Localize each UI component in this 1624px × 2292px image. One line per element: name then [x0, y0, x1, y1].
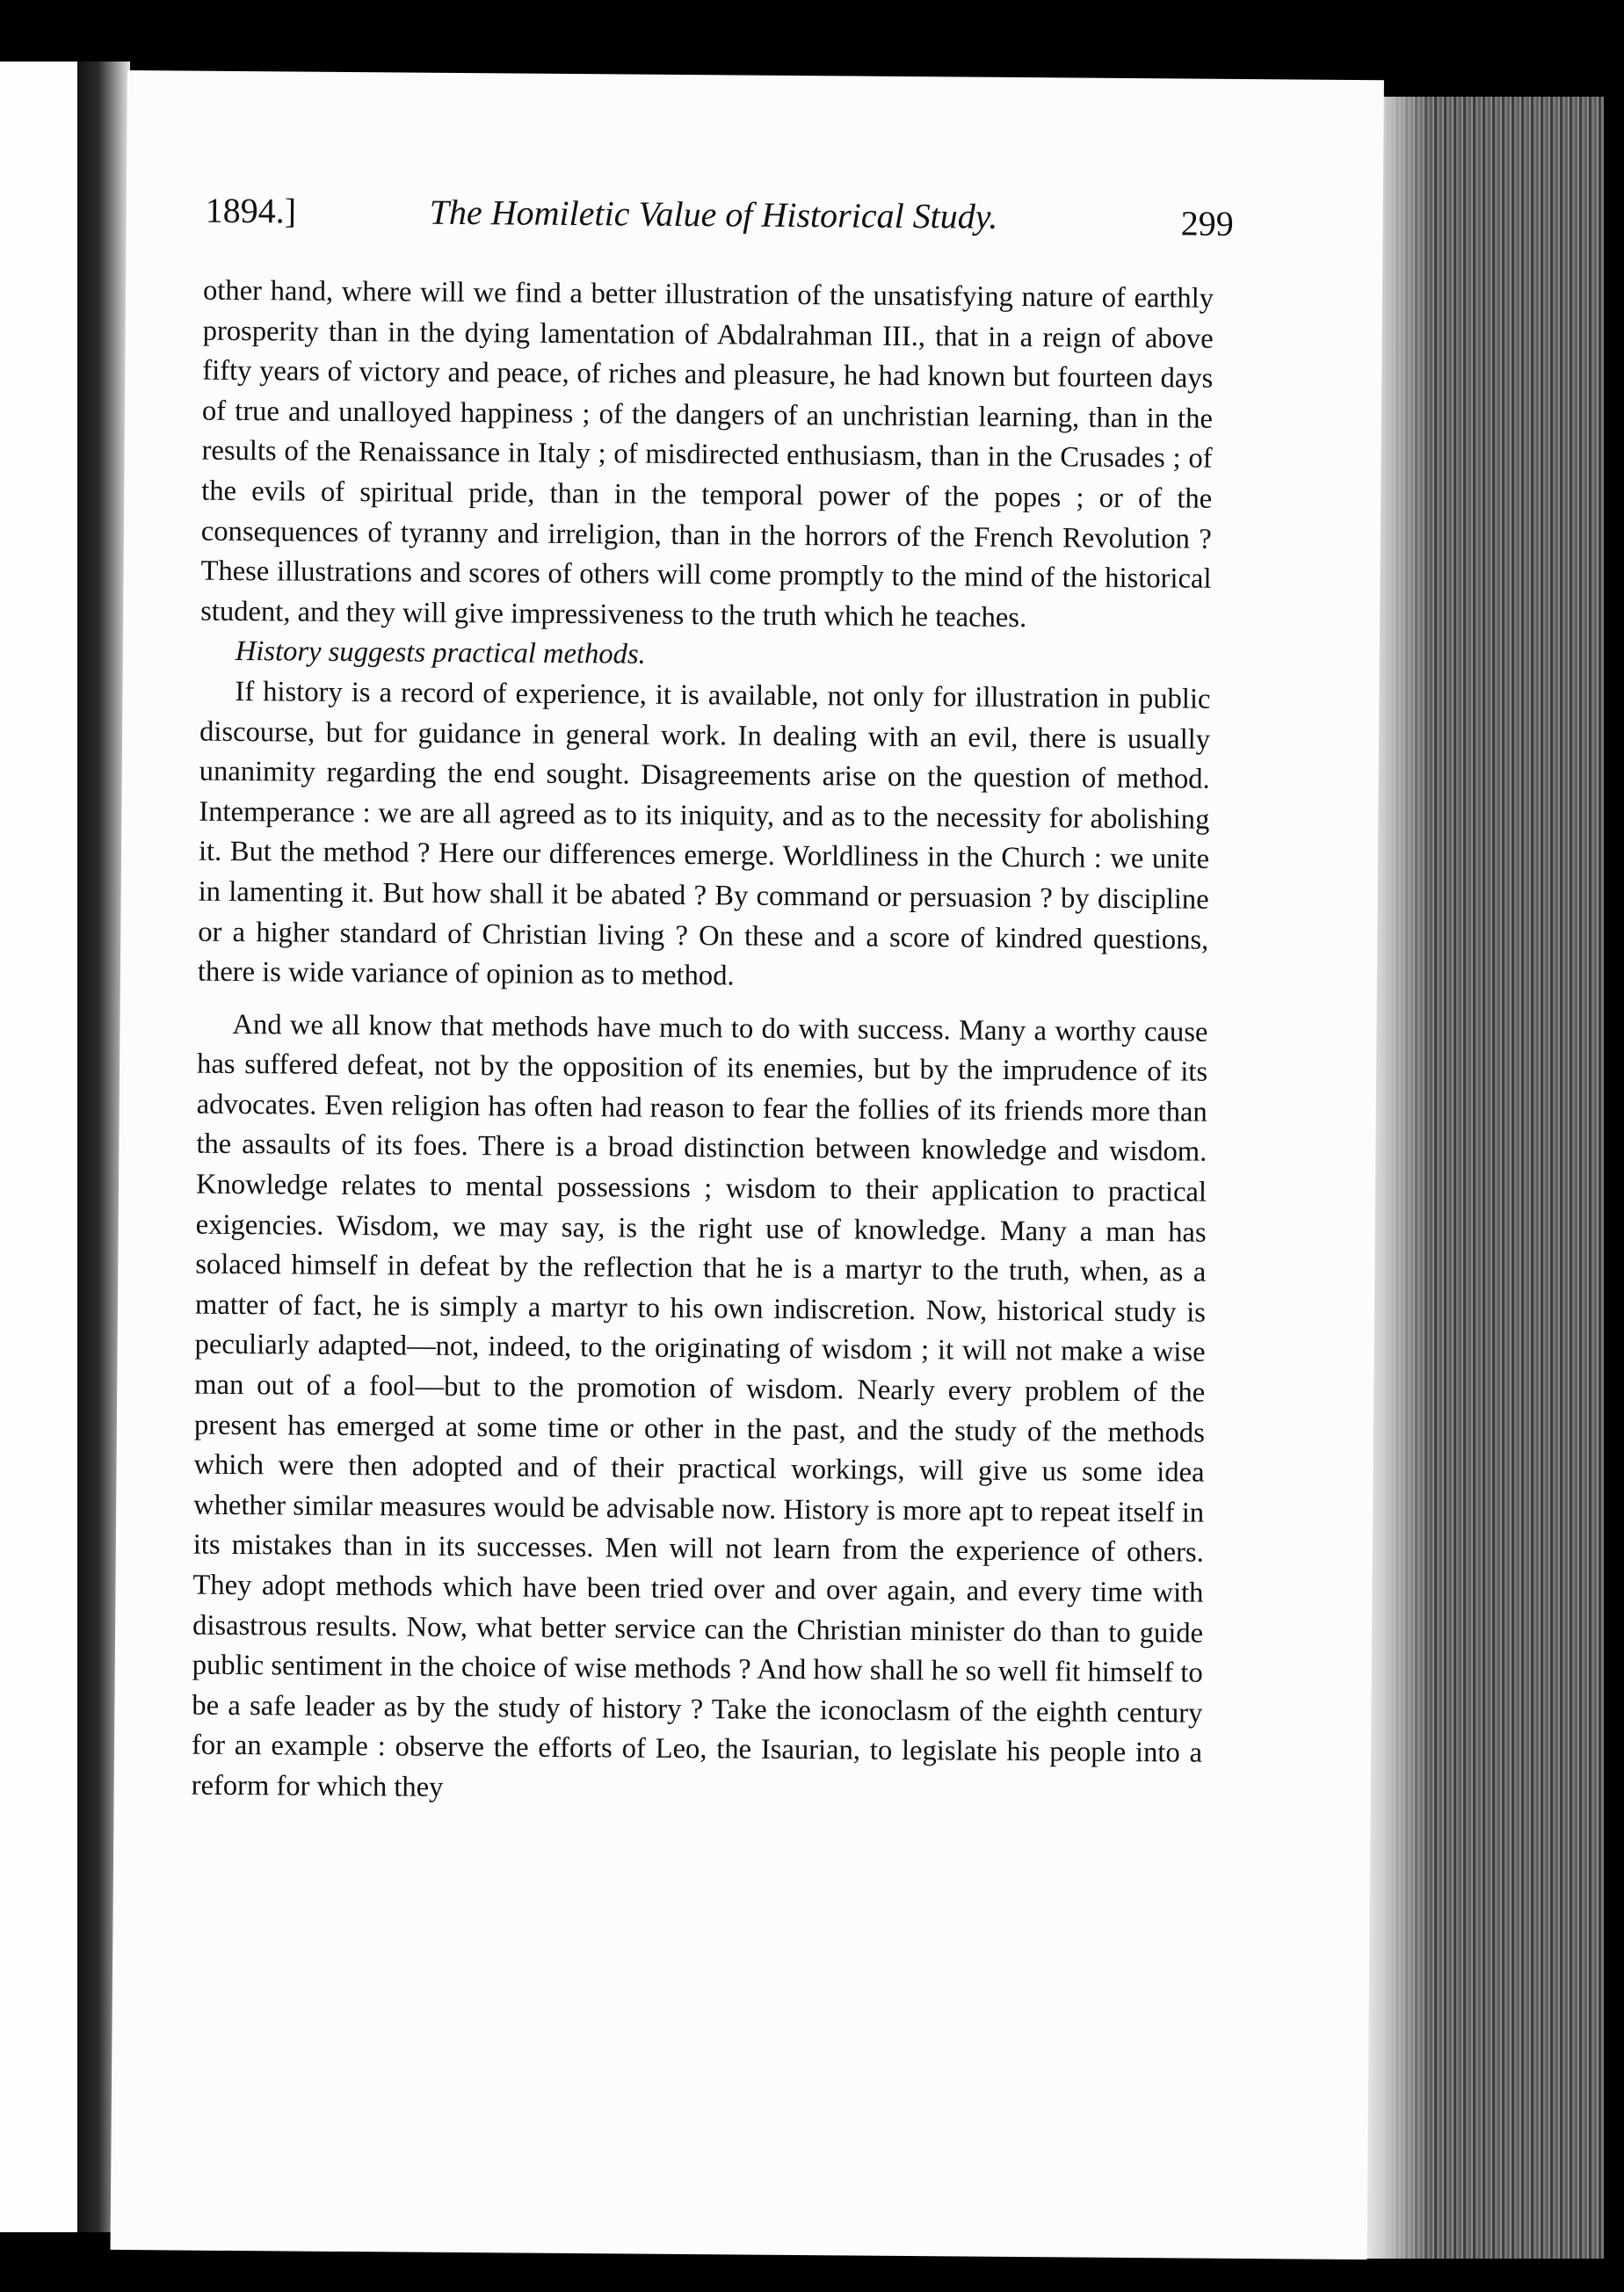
header-title: The Homiletic Value of Historical Study. [429, 192, 998, 236]
running-header [205, 190, 1234, 259]
section-heading: History suggests practical methods. [235, 635, 646, 671]
page-number: 299 [1180, 203, 1234, 243]
facing-page-edge [0, 62, 80, 2232]
header-year: 1894.] [205, 190, 297, 231]
body-text [191, 272, 1214, 1815]
paragraph: If history is a record of experience, it is available, not only for illustration in public discourse, but for guidance in general work. In dealing with an evil, there is usually unanimity regarding the end sought. Disagreements arise on the question of method. Intemperance : we are all agreed as to its iniquity, and as to the necessity for abolishing it. But the method ? Here our differences emerge. Worldliness in the Church : we unite in lamenting it. But how shall it be abated ? By command or persuasion ? by discipline or a higher standard of Christian living ? On these and a score of kindred questions, there is wide variance of opinion as to method. [197, 675, 1211, 992]
paragraph: other hand, where will we find a better illustration of the unsatisfying nature of earthly prosperity than in the dying lamentation of Abdalrahman III., that in a reign of above fifty years of victory and peace, of riches and pleasure, he had known but fourteen days of true and unalloyed happiness ; of the dangers of an unchristian learning, than in the results of the Renaissance in Italy ; of misdirected enthusiasm, than in the Crusades ; of the evils of spiritual pride, than in the temporal power of the popes ; or of the consequences of tyranny and irreligion, than in the horrors of the French Revolution ? These illustrations and scores of others will come promptly to the mind of the historical student, and they will give impressiveness to the truth which he teaches. [200, 274, 1214, 634]
paragraph: And we all know that methods have much to do with success. Many a worthy cause has suffered defeat, not by the opposition of its enemies, but by the imprudence of its advocates. Even religion has often had reason to fear the follies of its friends more than the assaults of its foes. There is a broad distinction between knowledge and wisdom. Knowledge relates to mental possessions ; wisdom to their application to practical exigencies. Wisdom, we may say, is the right use of knowledge. Many a man has solaced himself in defeat by the reflection that he is a martyr to the truth, when, as a matter of fact, he is simply a martyr to his own indiscretion. Now, historical study is peculiarly adapted—not, indeed, to the originating of wisdom ; it will not make a wise man out of a fool—but to the promotion of wisdom. Nearly every problem of the present has emerged at some time or other in the past, and the study of the methods which were then adopted and of their practical workings, will give us some idea whether similar measures would be advisable now. History is more apt to repeat itself in its mistakes than in its successes. Men will not learn from the experience of others. They adopt methods which have been tried over and over again, and every time with disastrous results. Now, what better service can the Christian minister do than to guide public sentiment in the choice of wise methods ? And how shall he so well fit himself to be a safe leader as by the study of history ? Take the iconoclasm of the eighth century for an example : observe the efforts of Leo, the Isaurian, to legislate his people into a reform for which they [191, 1008, 1208, 1803]
book-page [111, 70, 1384, 2259]
